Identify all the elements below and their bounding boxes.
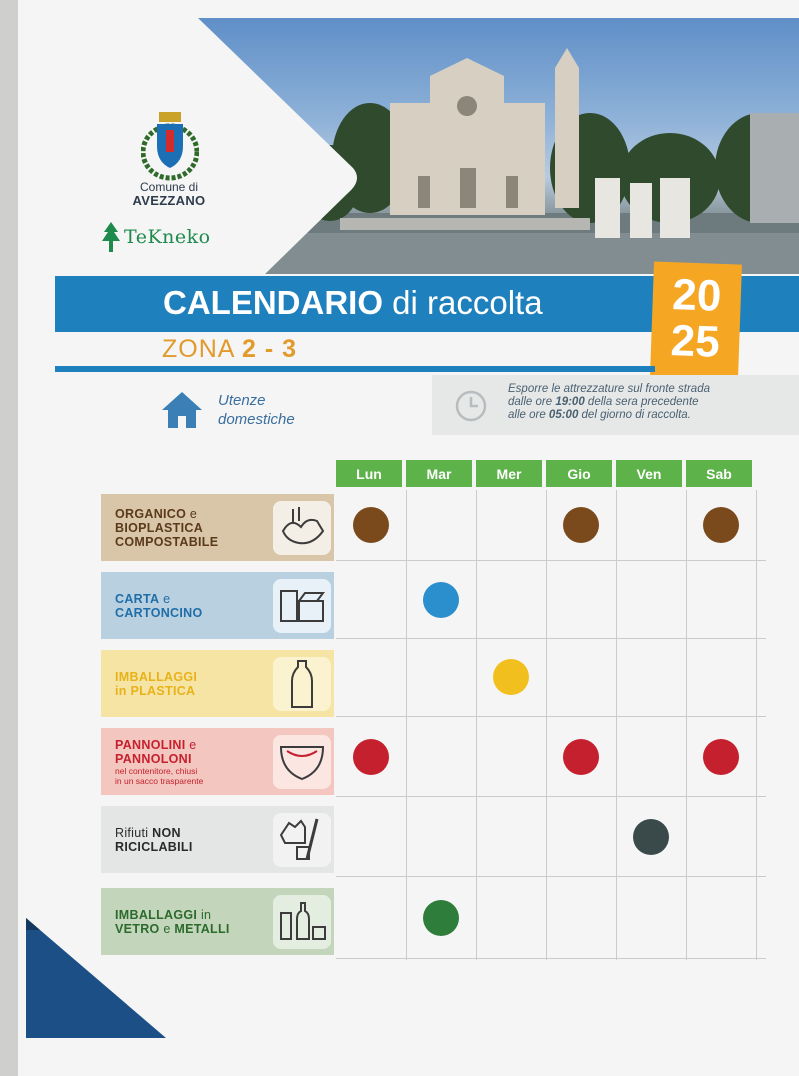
- divider-line: [55, 366, 655, 372]
- plastic-bottle-icon: [270, 650, 334, 717]
- day-header: Sab: [686, 460, 752, 487]
- collection-dot: [423, 582, 459, 618]
- category-pannolini: PANNOLINI e PANNOLONI nel contenitore, chiusi in un sacco trasparente: [101, 728, 334, 795]
- collection-dot: [423, 900, 459, 936]
- collection-dot: [633, 819, 669, 855]
- tree-icon: [102, 222, 120, 252]
- year-badge: 20 25: [650, 261, 742, 379]
- grid-line: [336, 876, 766, 877]
- collection-dot: [563, 739, 599, 775]
- page-title: CALENDARIO di raccolta: [163, 284, 543, 321]
- zone-label: ZONA 2 - 3: [162, 335, 298, 363]
- tekneko-logo: TeKneko: [102, 222, 211, 252]
- clock-icon: [454, 389, 488, 423]
- collection-notice: Esporre le attrezzature sul fronte strada dalle ore 19:00 della sera precedente alle ore 05:00 del giorno di raccolta.: [432, 375, 799, 435]
- grid-line: [336, 958, 766, 959]
- collection-dot: [703, 507, 739, 543]
- day-header: Lun: [336, 460, 402, 487]
- collection-dot: [493, 659, 529, 695]
- grid-line: [336, 560, 766, 561]
- diaper-icon: [270, 728, 334, 795]
- collection-dot: [703, 739, 739, 775]
- gloves-toothbrush-icon: [270, 806, 334, 873]
- grid-line: [336, 716, 766, 717]
- day-header: Ven: [616, 460, 682, 487]
- house-icon: [160, 390, 204, 430]
- day-header: Gio: [546, 460, 612, 487]
- collection-dot: [353, 739, 389, 775]
- corner-decoration: [26, 918, 166, 1038]
- day-headers: [336, 460, 752, 487]
- paper-boxes-icon: [270, 572, 334, 639]
- category-vetro-metalli: IMBALLAGGI in VETRO e METALLI: [101, 888, 334, 955]
- grid-line: [336, 796, 766, 797]
- category-organico: ORGANICO e BIOPLASTICA COMPOSTABILE: [101, 494, 334, 561]
- user-type: Utenze domestiche: [160, 390, 295, 430]
- category-carta: CARTA e CARTONCINO: [101, 572, 334, 639]
- grid-line: [336, 638, 766, 639]
- municipality-name: Comune di AVEZZANO: [132, 180, 206, 208]
- collection-dot: [353, 507, 389, 543]
- category-non-riciclabili: Rifiuti NON RICICLABILI: [101, 806, 334, 873]
- organic-waste-icon: [270, 494, 334, 561]
- category-plastica: IMBALLAGGI in PLASTICA: [101, 650, 334, 717]
- glass-cans-icon: [270, 888, 334, 955]
- day-header: Mar: [406, 460, 472, 487]
- avezzano-coat-of-arms: [141, 108, 199, 182]
- collection-dot: [563, 507, 599, 543]
- schedule-grid: [336, 490, 766, 960]
- day-header: Mer: [476, 460, 542, 487]
